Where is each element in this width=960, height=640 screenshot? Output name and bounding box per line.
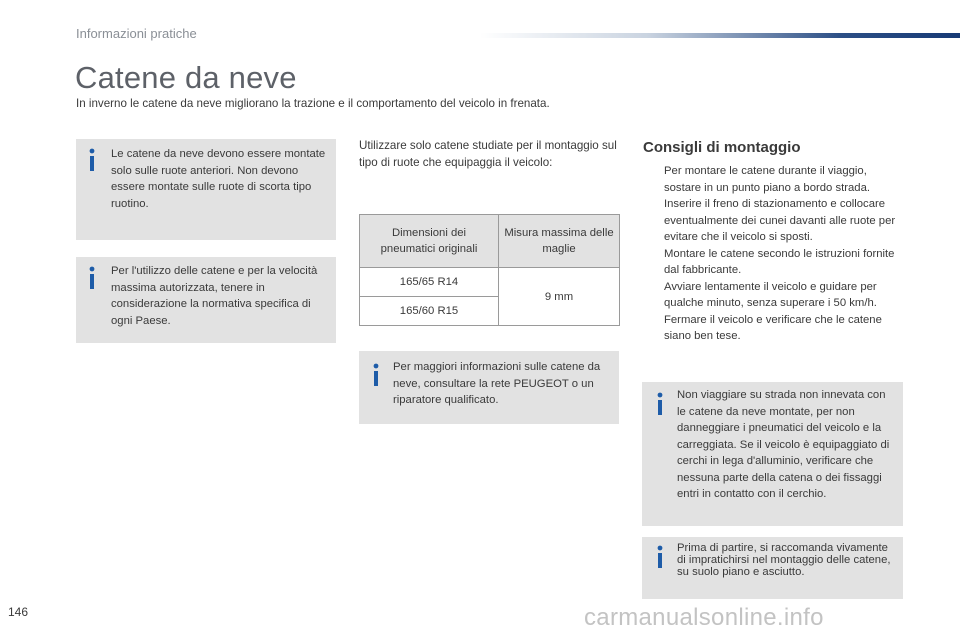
info-note-peugeot-network: [359, 351, 619, 424]
info-icon: [655, 392, 665, 416]
info-note-speed-limits: [76, 257, 336, 343]
tips-list: [643, 163, 905, 345]
table-row: [360, 268, 620, 297]
table-header-link-size: Misura massima delle maglie: [499, 215, 620, 268]
list-item-text: Fermare il veicolo e verificare che le catene siano ben tese.: [664, 313, 882, 342]
info-note-front-wheels: [76, 139, 336, 240]
info-icon: [655, 545, 665, 569]
table-cell-tyre-size: 165/65 R14: [360, 268, 499, 297]
tyre-chain-table: [359, 214, 620, 326]
list-item-text: Inserire il freno di stazionamento e collocare eventualmente dei cunei davanti alle ruote per evitare che il veicolo si sposti.: [664, 198, 896, 243]
page-title: Catene da neve: [75, 60, 297, 95]
info-note-text: Non viaggiare su strada non innevata con le catene da neve montate, per non danneggiare i pneumatici del veicolo e la carreggiata. Se il veicolo è equipaggiato di cerchi in lega d'alluminio, verificare che nessuna parte della catena o dei fissaggi entri in contatto con il cerchio.: [677, 389, 890, 500]
table-cell-tyre-size: 165/60 R15: [360, 297, 499, 326]
page-number: 146: [8, 605, 29, 619]
info-note-text: Prima di partire, si raccomanda vivamente di impratichirsi nel montaggio delle catene, su suolo piano e asciutto.: [677, 542, 891, 578]
page-intro: In inverno le catene da neve migliorano la trazione e il comportamento del veicolo in frenata.: [76, 97, 550, 110]
info-icon: [87, 148, 97, 172]
info-note-text: Per maggiori informazioni sulle catene da neve, consultare la rete PEUGEOT o un riparatore qualificato.: [393, 361, 601, 406]
watermark: carmanualsonline.info: [584, 604, 824, 631]
table-header-tyre-size: Dimensioni dei pneumatici originali: [360, 215, 499, 268]
list-item-text: Avviare lentamente il veicolo e guidare per qualche minuto, senza superare i 50 km/h.: [664, 280, 877, 309]
section-header: Informazioni pratiche: [76, 26, 197, 41]
list-item: [643, 246, 905, 279]
list-item: [643, 279, 905, 312]
info-note-text: Le catene da neve devono essere montate solo sulle ruote anteriori. Non devono essere montate sulle ruote di scorta tipo ruotino.: [111, 148, 326, 210]
info-note-text: Per l'utilizzo delle catene e per la velocità massima autorizzata, tenere in considerazione la normativa specifica di ogni Paese.: [111, 265, 318, 327]
list-item-text: Montare le catene secondo le istruzioni fornite dal fabbricante.: [664, 247, 895, 276]
header-accent-bar: [480, 33, 960, 38]
info-icon: [87, 266, 97, 290]
info-note-practice: [642, 537, 903, 599]
table-cell-link-size: 9 mm: [499, 268, 620, 326]
list-item: [643, 196, 905, 246]
list-item-text: Per montare le catene durante il viaggio, sostare in un punto piano a bordo strada.: [664, 165, 870, 194]
info-note-snow-road: [642, 382, 903, 526]
tips-title: Consigli di montaggio: [643, 139, 801, 156]
chains-usage-text: Utilizzare solo catene studiate per il montaggio sul tipo di ruote che equipaggia il veicolo:: [359, 139, 617, 169]
list-item: [643, 312, 905, 345]
info-icon: [371, 363, 381, 387]
list-item: [643, 163, 905, 196]
